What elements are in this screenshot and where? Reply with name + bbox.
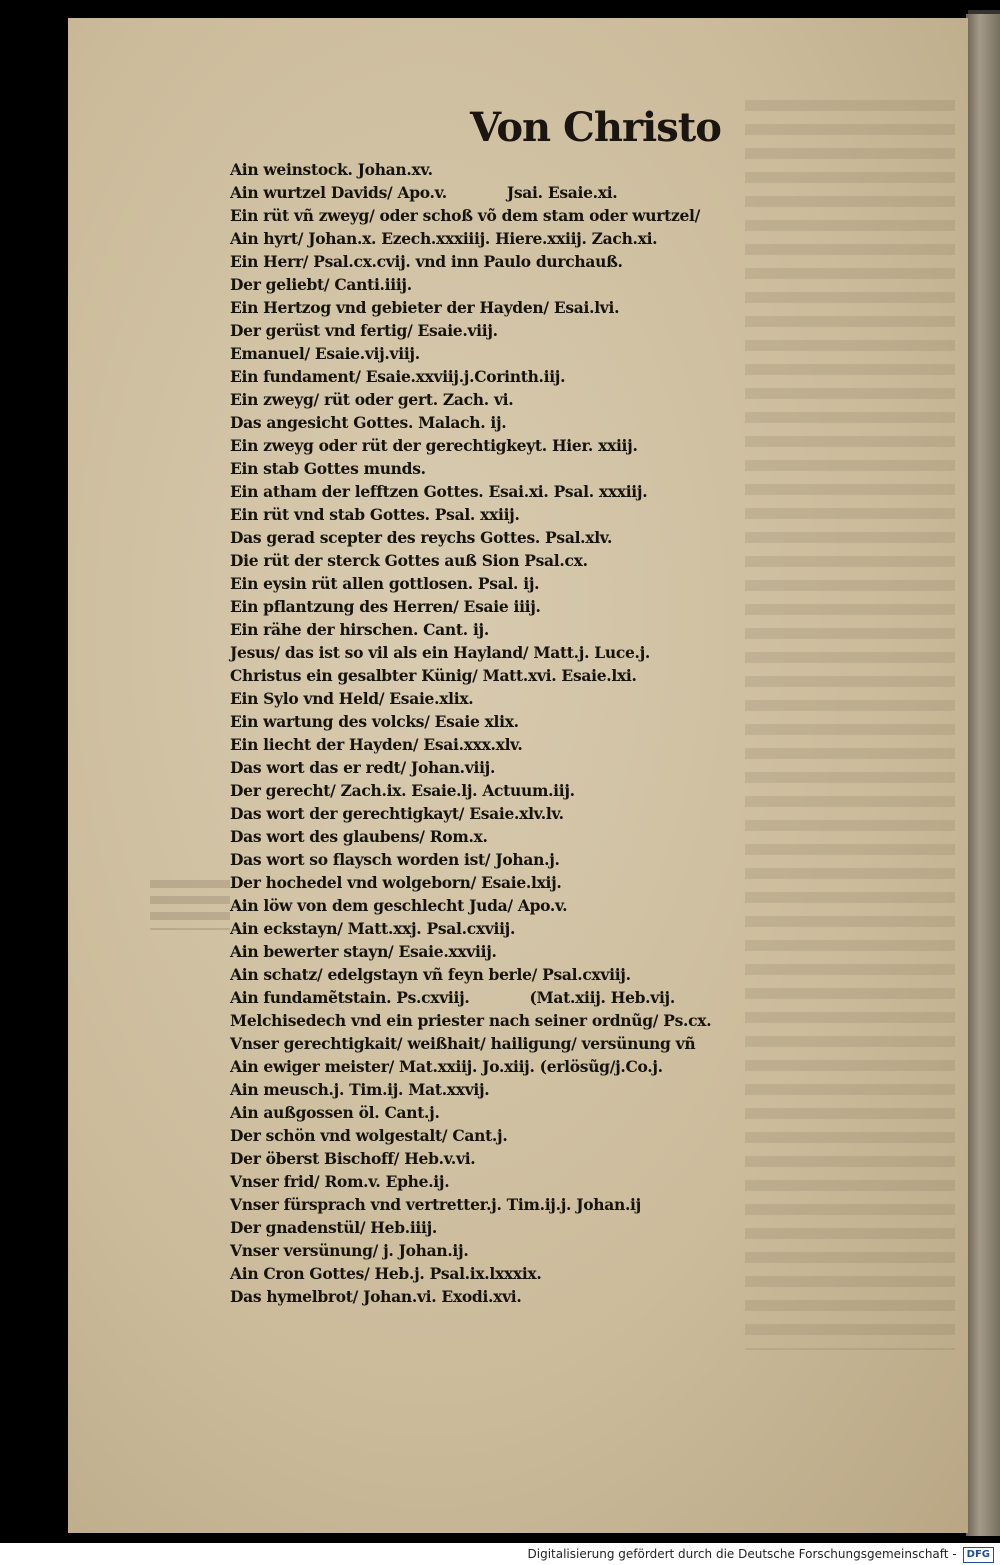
text-line: Vnser fürsprach vnd vertretter.j. Tim.ij.j. Johan.ij: [230, 1195, 641, 1214]
text-line: Das wort der gerechtigkayt/ Esaie.xlv.lv.: [230, 804, 564, 823]
text-line: Ein Sylo vnd Held/ Esaie.xlix.: [230, 689, 474, 708]
text-line: Jesus/ das ist so vil als ein Hayland/ Matt.j. Luce.j.: [230, 643, 651, 662]
text-line: Ein stab Gottes munds.: [230, 459, 426, 478]
text-line: Ain außgossen öl. Cant.j.: [230, 1103, 440, 1122]
text-line: Ein rähe der hirschen. Cant. ij.: [230, 620, 489, 639]
text-line: Das wort des glaubens/ Rom.x.: [230, 827, 488, 846]
text-line: Ain löw von dem geschlecht Juda/ Apo.v.: [230, 896, 568, 915]
show-through-marginal: [150, 880, 230, 930]
text-line: Ein Herr/ Psal.cx.cvij. vnd inn Paulo durchauß.: [230, 252, 623, 271]
marginal-note: Jsai. Esaie.xi.: [506, 183, 618, 202]
text-line: Der schön vnd wolgestalt/ Cant.j.: [230, 1126, 508, 1145]
text-line: Emanuel/ Esaie.vij.viij.: [230, 344, 420, 363]
text-line: Ain eckstayn/ Matt.xxj. Psal.cxviij.: [230, 919, 516, 938]
text-line: Das gerad scepter des reychs Gottes. Psal.xlv.: [230, 528, 613, 547]
show-through-text: [745, 100, 955, 1350]
text-line: Ein eysin rüt allen gottlosen. Psal. ij.: [230, 574, 540, 593]
text-line: Ein rüt vñ zweyg/ oder schoß võ dem stam oder wurtzel/: [230, 206, 700, 225]
text-line: Ein pflantzung des Herren/ Esaie iiij.: [230, 597, 541, 616]
text-line: Ain Cron Gottes/ Heb.j. Psal.ix.lxxxix.: [230, 1264, 542, 1283]
dfg-logo: DFG: [963, 1547, 994, 1563]
text-line: Vnser gerechtigkait/ weißhait/ hailigung/ versünung vñ: [230, 1034, 696, 1053]
text-line: Ain ewiger meister/ Mat.xxiij. Jo.xiij. (erlösũg/j.Co.j.: [230, 1057, 663, 1076]
text-block: [230, 158, 770, 1308]
funding-notice: Digitalisierung gefördert durch die Deutsche Forschungsgemeinschaft -: [527, 1547, 957, 1561]
text-line: Ain hyrt/ Johan.x. Ezech.xxxiiij. Hiere.xxiij. Zach.xi.: [230, 229, 658, 248]
text-line: Das wort das er redt/ Johan.viij.: [230, 758, 496, 777]
text-line: Ein zweyg oder rüt der gerechtigkeyt. Hier. xxiij.: [230, 436, 638, 455]
text-line: Ain bewerter stayn/ Esaie.xxviij.: [230, 942, 497, 961]
page-heading: Von Christo: [470, 104, 721, 151]
text-line: Das angesicht Gottes. Malach. ij.: [230, 413, 507, 432]
text-line: Ein fundament/ Esaie.xxviij.j.Corinth.iij.: [230, 367, 566, 386]
text-line: Ein rüt vnd stab Gottes. Psal. xxiij.: [230, 505, 520, 524]
text-line: Das wort so flaysch worden ist/ Johan.j.: [230, 850, 560, 869]
text-line: Der gnadenstül/ Heb.iiij.: [230, 1218, 437, 1237]
text-line: Die rüt der sterck Gottes auß Sion Psal.cx.: [230, 551, 588, 570]
text-line: Ein Hertzog vnd gebieter der Hayden/ Esai.lvi.: [230, 298, 620, 317]
text-line: Vnser frid/ Rom.v. Ephe.ij.: [230, 1172, 450, 1191]
text-line: Ain schatz/ edelgstayn vñ feyn berle/ Psal.cxviij.: [230, 965, 631, 984]
marginal-note: (Mat.xiij. Heb.vij.: [529, 988, 675, 1007]
text-line: Ein zweyg/ rüt oder gert. Zach. vi.: [230, 390, 514, 409]
footer-bar: [0, 1543, 1000, 1565]
book-edge: [966, 14, 1000, 1536]
text-line: Christus ein gesalbter Künig/ Matt.xvi. Esaie.lxi.: [230, 666, 637, 685]
text-line: Ein atham der lefftzen Gottes. Esai.xi. Psal. xxxiij.: [230, 482, 648, 501]
text-line: Der geliebt/ Canti.iiij.: [230, 275, 412, 294]
text-line: Ein liecht der Hayden/ Esai.xxx.xlv.: [230, 735, 523, 754]
text-line: Ain fundamẽtstain. Ps.cxviij. (Mat.xiij. Heb.vij.: [230, 988, 675, 1007]
text-line: Vnser versünung/ j. Johan.ij.: [230, 1241, 469, 1260]
text-line: Ain meusch.j. Tim.ij. Mat.xxvij.: [230, 1080, 490, 1099]
text-line: Der gerüst vnd fertig/ Esaie.viij.: [230, 321, 498, 340]
text-line: Der gerecht/ Zach.ix. Esaie.lj. Actuum.iij.: [230, 781, 575, 800]
text-line: Der öberst Bischoff/ Heb.v.vi.: [230, 1149, 476, 1168]
text-line: Ain weinstock. Johan.xv.: [230, 160, 433, 179]
text-line: Der hochedel vnd wolgeborn/ Esaie.lxij.: [230, 873, 562, 892]
text-line: Melchisedech vnd ein priester nach seiner ordnũg/ Ps.cx.: [230, 1011, 712, 1030]
text-line: Ein wartung des volcks/ Esaie xlix.: [230, 712, 519, 731]
text-line: Das hymelbrot/ Johan.vi. Exodi.xvi.: [230, 1287, 522, 1306]
text-line: Ain wurtzel Davids/ Apo.v. Jsai. Esaie.xi.: [230, 183, 618, 202]
